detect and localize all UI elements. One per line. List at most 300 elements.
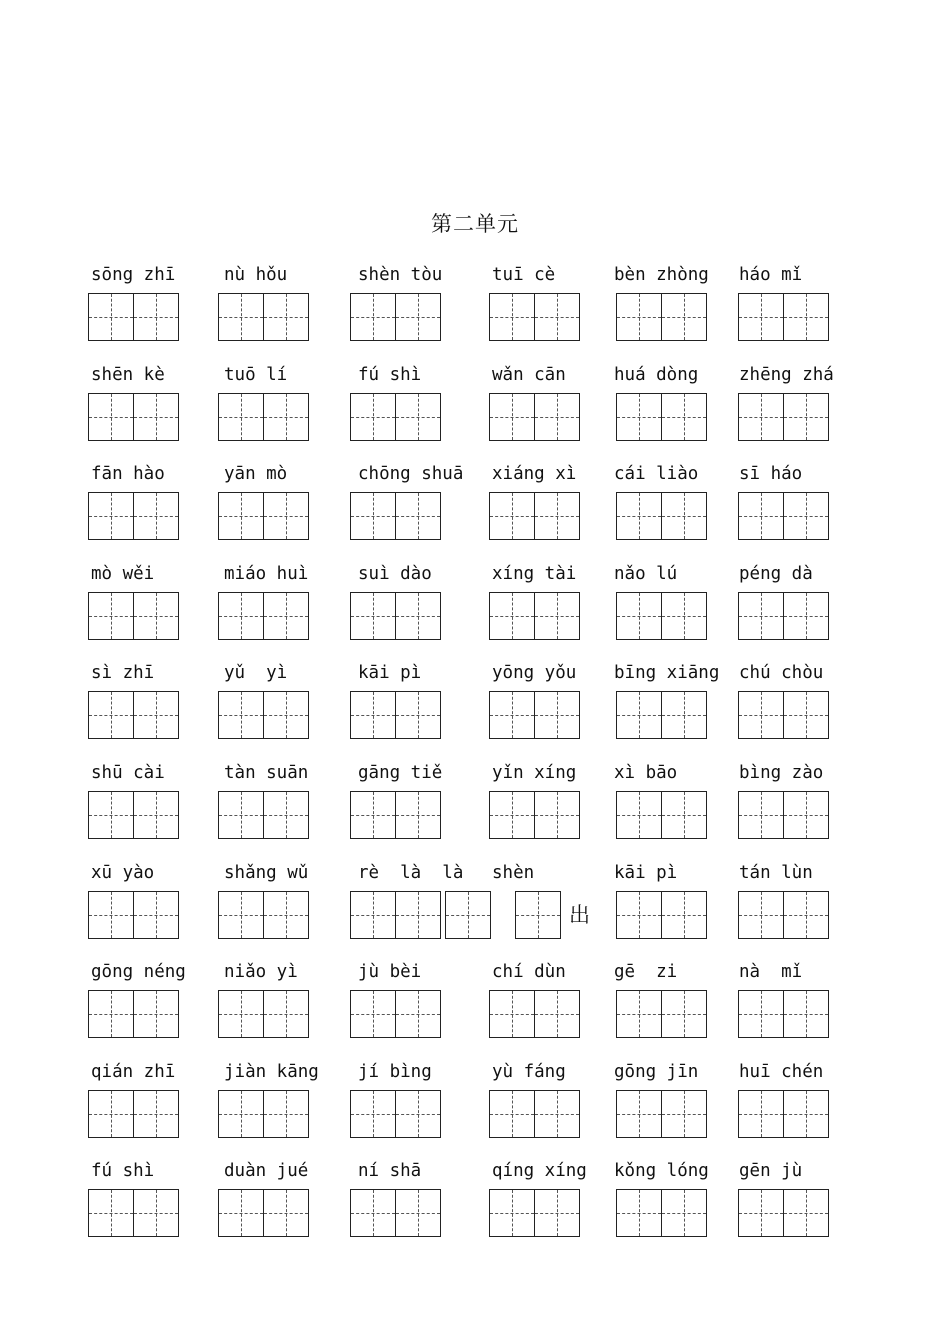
box-group xyxy=(445,891,491,939)
box-group xyxy=(515,891,561,939)
writing-boxes xyxy=(88,691,179,739)
box-group xyxy=(616,1090,707,1138)
tianzige-box[interactable] xyxy=(134,592,179,640)
box-group xyxy=(738,691,829,739)
tianzige-box[interactable] xyxy=(350,393,396,441)
tianzige-box[interactable] xyxy=(88,1090,134,1138)
box-group xyxy=(616,393,707,441)
tianzige-box[interactable] xyxy=(350,492,396,540)
tianzige-box[interactable] xyxy=(489,1090,535,1138)
tianzige-box[interactable] xyxy=(445,891,491,939)
tianzige-box[interactable] xyxy=(396,592,441,640)
writing-boxes xyxy=(489,691,580,739)
pinyin-label: chí dùn xyxy=(492,962,566,983)
tianzige-box[interactable] xyxy=(88,990,134,1038)
box-group xyxy=(350,1189,441,1237)
tianzige-box[interactable] xyxy=(616,990,662,1038)
tianzige-box[interactable] xyxy=(662,393,707,441)
pinyin-label: shèn tòu xyxy=(358,265,443,285)
tianzige-box[interactable] xyxy=(134,1189,179,1237)
writing-boxes xyxy=(616,990,707,1038)
tianzige-box[interactable] xyxy=(489,691,535,739)
tianzige-box[interactable] xyxy=(616,293,662,341)
pinyin-label: huī chén xyxy=(739,1061,824,1082)
pinyin-label: bèn zhòng xyxy=(614,265,709,285)
writing-boxes xyxy=(738,891,829,939)
tianzige-box[interactable] xyxy=(350,293,396,341)
pinyin-label: qíng xíng xyxy=(492,1161,587,1182)
pinyin-label: péng dà xyxy=(739,563,813,584)
writing-boxes xyxy=(218,1090,309,1138)
tianzige-box[interactable] xyxy=(784,592,829,640)
tianzige-box[interactable] xyxy=(616,891,662,939)
writing-boxes xyxy=(738,592,829,640)
tianzige-box[interactable] xyxy=(396,691,441,739)
tianzige-box[interactable] xyxy=(784,990,829,1038)
pinyin-label: huá dòng xyxy=(614,364,699,385)
writing-boxes xyxy=(489,492,580,540)
tianzige-box[interactable] xyxy=(134,393,179,441)
pinyin-label: kāi pì xyxy=(614,862,678,883)
tianzige-box[interactable] xyxy=(662,1090,707,1138)
tianzige-box[interactable] xyxy=(662,1189,707,1237)
tianzige-box[interactable] xyxy=(738,592,784,640)
box-group xyxy=(88,990,179,1038)
writing-boxes xyxy=(489,990,580,1038)
writing-boxes xyxy=(489,293,580,341)
writing-boxes xyxy=(489,1189,580,1237)
writing-boxes xyxy=(350,592,441,640)
tianzige-box[interactable] xyxy=(218,492,264,540)
tianzige-box[interactable] xyxy=(784,1090,829,1138)
tianzige-box[interactable] xyxy=(738,393,784,441)
tianzige-box[interactable] xyxy=(350,1189,396,1237)
writing-boxes xyxy=(489,1090,580,1138)
tianzige-box[interactable] xyxy=(134,990,179,1038)
box-group xyxy=(489,492,580,540)
box-group xyxy=(218,592,309,640)
pinyin-label: cái liào xyxy=(614,464,699,485)
tianzige-box[interactable] xyxy=(662,791,707,839)
writing-boxes xyxy=(738,791,829,839)
tianzige-box[interactable] xyxy=(489,990,535,1038)
pinyin-label: ní shā xyxy=(358,1161,422,1182)
pinyin-label: sì zhī xyxy=(91,663,155,684)
tianzige-box[interactable] xyxy=(738,1189,784,1237)
tianzige-box[interactable] xyxy=(88,691,134,739)
writing-boxes xyxy=(218,492,309,540)
box-group xyxy=(88,891,179,939)
page-title: 第二单元 xyxy=(431,212,519,236)
tianzige-box[interactable] xyxy=(218,891,264,939)
box-group xyxy=(350,293,441,341)
writing-boxes xyxy=(738,393,829,441)
writing-boxes xyxy=(738,492,829,540)
pinyin-label: duàn jué xyxy=(224,1161,309,1182)
tianzige-box[interactable] xyxy=(616,492,662,540)
tianzige-box[interactable] xyxy=(264,691,309,739)
pinyin-label: niǎo yì xyxy=(224,962,298,983)
box-group xyxy=(88,1090,179,1138)
tianzige-box[interactable] xyxy=(489,393,535,441)
tianzige-box[interactable] xyxy=(535,293,580,341)
tianzige-box[interactable] xyxy=(738,1090,784,1138)
box-group xyxy=(489,1189,580,1237)
tianzige-box[interactable] xyxy=(134,791,179,839)
tianzige-box[interactable] xyxy=(88,791,134,839)
tianzige-box[interactable] xyxy=(218,293,264,341)
box-group xyxy=(738,791,829,839)
writing-boxes xyxy=(616,293,707,341)
tianzige-box[interactable] xyxy=(535,492,580,540)
writing-boxes xyxy=(88,791,179,839)
pinyin-label: bīng xiāng xyxy=(614,663,720,684)
tianzige-box[interactable] xyxy=(264,293,309,341)
tianzige-box[interactable] xyxy=(738,691,784,739)
writing-boxes xyxy=(738,1090,829,1138)
tianzige-box[interactable] xyxy=(616,1090,662,1138)
box-group xyxy=(350,492,441,540)
box-group xyxy=(350,891,441,939)
tianzige-box[interactable] xyxy=(218,691,264,739)
box-group xyxy=(350,1090,441,1138)
writing-boxes xyxy=(88,293,179,341)
box-group xyxy=(88,592,179,640)
box-group xyxy=(88,393,179,441)
pinyin-label: jù bèi xyxy=(358,962,422,983)
box-group xyxy=(218,1189,309,1237)
pinyin-label: chōng shuā xyxy=(358,464,464,485)
tianzige-box[interactable] xyxy=(264,492,309,540)
tianzige-box[interactable] xyxy=(88,293,134,341)
pinyin-label: gē zi xyxy=(614,962,678,983)
tianzige-box[interactable] xyxy=(396,791,441,839)
writing-boxes xyxy=(616,691,707,739)
suffix-character: 出 xyxy=(569,902,590,927)
box-group xyxy=(218,791,309,839)
tianzige-box[interactable] xyxy=(264,990,309,1038)
pinyin-label: tán lùn xyxy=(739,862,813,883)
pinyin-label: kāi pì xyxy=(358,663,422,684)
box-group xyxy=(489,592,580,640)
tianzige-box[interactable] xyxy=(784,1189,829,1237)
pinyin-label: nù hǒu xyxy=(224,265,288,285)
writing-boxes xyxy=(616,393,707,441)
tianzige-box[interactable] xyxy=(662,990,707,1038)
pinyin-label: chú chòu xyxy=(739,663,824,684)
box-group xyxy=(738,990,829,1038)
pinyin-label: fú shì xyxy=(91,1161,155,1182)
tianzige-box[interactable] xyxy=(134,691,179,739)
tianzige-box[interactable] xyxy=(350,1090,396,1138)
box-group xyxy=(350,592,441,640)
tianzige-box[interactable] xyxy=(218,990,264,1038)
pinyin-label: xì bāo xyxy=(614,763,678,783)
tianzige-box[interactable] xyxy=(784,691,829,739)
pinyin-label: sī háo xyxy=(739,464,803,485)
writing-boxes xyxy=(88,492,179,540)
tianzige-box[interactable] xyxy=(396,492,441,540)
tianzige-box[interactable] xyxy=(535,990,580,1038)
pinyin-label: gōng jīn xyxy=(614,1061,699,1082)
tianzige-box[interactable] xyxy=(616,791,662,839)
tianzige-box[interactable] xyxy=(396,891,441,939)
box-group xyxy=(350,791,441,839)
tianzige-box[interactable] xyxy=(264,791,309,839)
pinyin-label: tuī cè xyxy=(492,265,556,285)
pinyin-label: rè là là xyxy=(358,862,464,883)
writing-boxes xyxy=(489,592,580,640)
box-group xyxy=(218,691,309,739)
tianzige-box[interactable] xyxy=(616,592,662,640)
writing-boxes xyxy=(489,393,580,441)
pinyin-label: bìng zào xyxy=(739,763,824,783)
tianzige-box[interactable] xyxy=(535,1090,580,1138)
box-group xyxy=(489,691,580,739)
tianzige-box[interactable] xyxy=(350,791,396,839)
writing-boxes xyxy=(88,393,179,441)
pinyin-label: tuō lí xyxy=(224,364,288,385)
pinyin-label: kǒng lóng xyxy=(614,1161,709,1182)
writing-boxes xyxy=(616,592,707,640)
tianzige-box[interactable] xyxy=(489,592,535,640)
box-group xyxy=(88,691,179,739)
box-group xyxy=(738,1189,829,1237)
box-group xyxy=(218,891,309,939)
tianzige-box[interactable] xyxy=(535,1189,580,1237)
tianzige-box[interactable] xyxy=(396,393,441,441)
writing-boxes xyxy=(88,891,179,939)
tianzige-box[interactable] xyxy=(784,293,829,341)
box-group xyxy=(738,891,829,939)
tianzige-box[interactable] xyxy=(535,393,580,441)
writing-boxes xyxy=(616,492,707,540)
writing-boxes xyxy=(489,791,580,839)
pinyin-label: fān hào xyxy=(91,464,165,485)
tianzige-box[interactable] xyxy=(88,492,134,540)
tianzige-box[interactable] xyxy=(616,1189,662,1237)
pinyin-label: shēn kè xyxy=(91,364,165,385)
box-group xyxy=(738,393,829,441)
writing-boxes xyxy=(515,891,590,939)
pinyin-label: shū cài xyxy=(91,763,165,783)
pinyin-label: mò wěi xyxy=(91,563,155,584)
writing-boxes xyxy=(218,592,309,640)
pinyin-label: gāng tiě xyxy=(358,763,443,783)
box-group xyxy=(616,1189,707,1237)
writing-boxes xyxy=(350,891,491,939)
pinyin-label: xū yào xyxy=(91,862,155,883)
pinyin-label: gōng néng xyxy=(91,962,186,983)
tianzige-box[interactable] xyxy=(396,990,441,1038)
tianzige-box[interactable] xyxy=(218,1189,264,1237)
pinyin-label: gēn jù xyxy=(739,1161,803,1182)
writing-boxes xyxy=(218,1189,309,1237)
pinyin-label: yù fáng xyxy=(492,1061,566,1082)
box-group xyxy=(738,592,829,640)
tianzige-box[interactable] xyxy=(616,393,662,441)
tianzige-box[interactable] xyxy=(218,791,264,839)
box-group xyxy=(350,990,441,1038)
tianzige-box[interactable] xyxy=(264,891,309,939)
writing-boxes xyxy=(350,691,441,739)
tianzige-box[interactable] xyxy=(396,1090,441,1138)
tianzige-box[interactable] xyxy=(784,791,829,839)
tianzige-box[interactable] xyxy=(134,492,179,540)
tianzige-box[interactable] xyxy=(218,1090,264,1138)
tianzige-box[interactable] xyxy=(350,990,396,1038)
tianzige-box[interactable] xyxy=(88,891,134,939)
tianzige-box[interactable] xyxy=(662,691,707,739)
tianzige-box[interactable] xyxy=(784,393,829,441)
tianzige-box[interactable] xyxy=(88,592,134,640)
tianzige-box[interactable] xyxy=(662,492,707,540)
writing-boxes xyxy=(738,293,829,341)
tianzige-box[interactable] xyxy=(535,592,580,640)
pinyin-label: xíng tài xyxy=(492,563,577,584)
box-group xyxy=(88,791,179,839)
writing-boxes xyxy=(218,393,309,441)
pinyin-label: jiàn kāng xyxy=(224,1061,319,1082)
tianzige-box[interactable] xyxy=(616,691,662,739)
box-group xyxy=(616,293,707,341)
writing-boxes xyxy=(350,791,441,839)
tianzige-box[interactable] xyxy=(784,492,829,540)
pinyin-label: yǔ yì xyxy=(224,663,288,684)
tianzige-box[interactable] xyxy=(264,1189,309,1237)
tianzige-box[interactable] xyxy=(264,1090,309,1138)
tianzige-box[interactable] xyxy=(264,393,309,441)
writing-boxes xyxy=(616,891,707,939)
writing-boxes xyxy=(350,1189,441,1237)
tianzige-box[interactable] xyxy=(738,492,784,540)
tianzige-box[interactable] xyxy=(738,891,784,939)
box-group xyxy=(350,393,441,441)
box-group xyxy=(616,691,707,739)
pinyin-label: nǎo lú xyxy=(614,563,678,584)
writing-boxes xyxy=(738,1189,829,1237)
box-group xyxy=(738,293,829,341)
tianzige-box[interactable] xyxy=(738,293,784,341)
tianzige-box[interactable] xyxy=(350,592,396,640)
tianzige-box[interactable] xyxy=(396,1189,441,1237)
tianzige-box[interactable] xyxy=(738,990,784,1038)
tianzige-box[interactable] xyxy=(489,791,535,839)
tianzige-box[interactable] xyxy=(489,492,535,540)
writing-boxes xyxy=(88,990,179,1038)
writing-boxes xyxy=(350,1090,441,1138)
writing-boxes xyxy=(88,592,179,640)
box-group xyxy=(218,990,309,1038)
writing-boxes xyxy=(88,1189,179,1237)
writing-boxes xyxy=(350,393,441,441)
tianzige-box[interactable] xyxy=(134,1090,179,1138)
writing-boxes xyxy=(218,691,309,739)
tianzige-box[interactable] xyxy=(218,592,264,640)
writing-boxes xyxy=(350,293,441,341)
pinyin-label: xiáng xì xyxy=(492,464,577,485)
tianzige-box[interactable] xyxy=(662,592,707,640)
pinyin-label: tàn suān xyxy=(224,763,309,783)
pinyin-label: miáo huì xyxy=(224,563,309,584)
box-group xyxy=(218,393,309,441)
tianzige-box[interactable] xyxy=(662,891,707,939)
writing-boxes xyxy=(350,990,441,1038)
box-group xyxy=(218,492,309,540)
box-group xyxy=(616,791,707,839)
box-group xyxy=(489,990,580,1038)
box-group xyxy=(738,1090,829,1138)
writing-boxes xyxy=(88,1090,179,1138)
box-group xyxy=(218,1090,309,1138)
pinyin-label: yōng yǒu xyxy=(492,663,577,684)
box-group xyxy=(616,891,707,939)
box-group xyxy=(616,990,707,1038)
writing-boxes xyxy=(616,791,707,839)
writing-boxes xyxy=(218,891,309,939)
pinyin-label: zhēng zhá xyxy=(739,364,834,385)
tianzige-box[interactable] xyxy=(738,791,784,839)
tianzige-box[interactable] xyxy=(350,891,396,939)
writing-boxes xyxy=(616,1090,707,1138)
pinyin-label: wǎn cān xyxy=(492,364,566,385)
tianzige-box[interactable] xyxy=(396,293,441,341)
writing-boxes xyxy=(738,990,829,1038)
writing-boxes xyxy=(218,990,309,1038)
tianzige-box[interactable] xyxy=(535,691,580,739)
tianzige-box[interactable] xyxy=(784,891,829,939)
tianzige-box[interactable] xyxy=(350,691,396,739)
tianzige-box[interactable] xyxy=(264,592,309,640)
box-group xyxy=(489,1090,580,1138)
pinyin-label: shèn xyxy=(492,862,535,883)
pinyin-label: shǎng wǔ xyxy=(224,862,309,883)
tianzige-box[interactable] xyxy=(515,891,561,939)
pinyin-label: nà mǐ xyxy=(739,962,803,983)
pinyin-label: yǐn xíng xyxy=(492,763,577,783)
box-group xyxy=(88,492,179,540)
writing-boxes xyxy=(350,492,441,540)
tianzige-box[interactable] xyxy=(489,1189,535,1237)
pinyin-label: yān mò xyxy=(224,464,288,485)
box-group xyxy=(489,293,580,341)
tianzige-box[interactable] xyxy=(489,293,535,341)
tianzige-box[interactable] xyxy=(134,293,179,341)
tianzige-box[interactable] xyxy=(88,393,134,441)
writing-boxes xyxy=(738,691,829,739)
box-group xyxy=(489,393,580,441)
box-group xyxy=(218,293,309,341)
pinyin-label: qián zhī xyxy=(91,1061,176,1082)
box-group xyxy=(88,1189,179,1237)
box-group xyxy=(489,791,580,839)
box-group xyxy=(350,691,441,739)
tianzige-box[interactable] xyxy=(88,1189,134,1237)
tianzige-box[interactable] xyxy=(535,791,580,839)
pinyin-label: jí bìng xyxy=(358,1061,432,1082)
box-group xyxy=(738,492,829,540)
pinyin-label: háo mǐ xyxy=(739,265,803,285)
pinyin-label: suì dào xyxy=(358,563,432,584)
writing-boxes xyxy=(218,293,309,341)
box-group xyxy=(616,492,707,540)
tianzige-box[interactable] xyxy=(662,293,707,341)
box-group xyxy=(616,592,707,640)
tianzige-box[interactable] xyxy=(134,891,179,939)
pinyin-label: fú shì xyxy=(358,364,422,385)
box-group xyxy=(88,293,179,341)
tianzige-box[interactable] xyxy=(218,393,264,441)
